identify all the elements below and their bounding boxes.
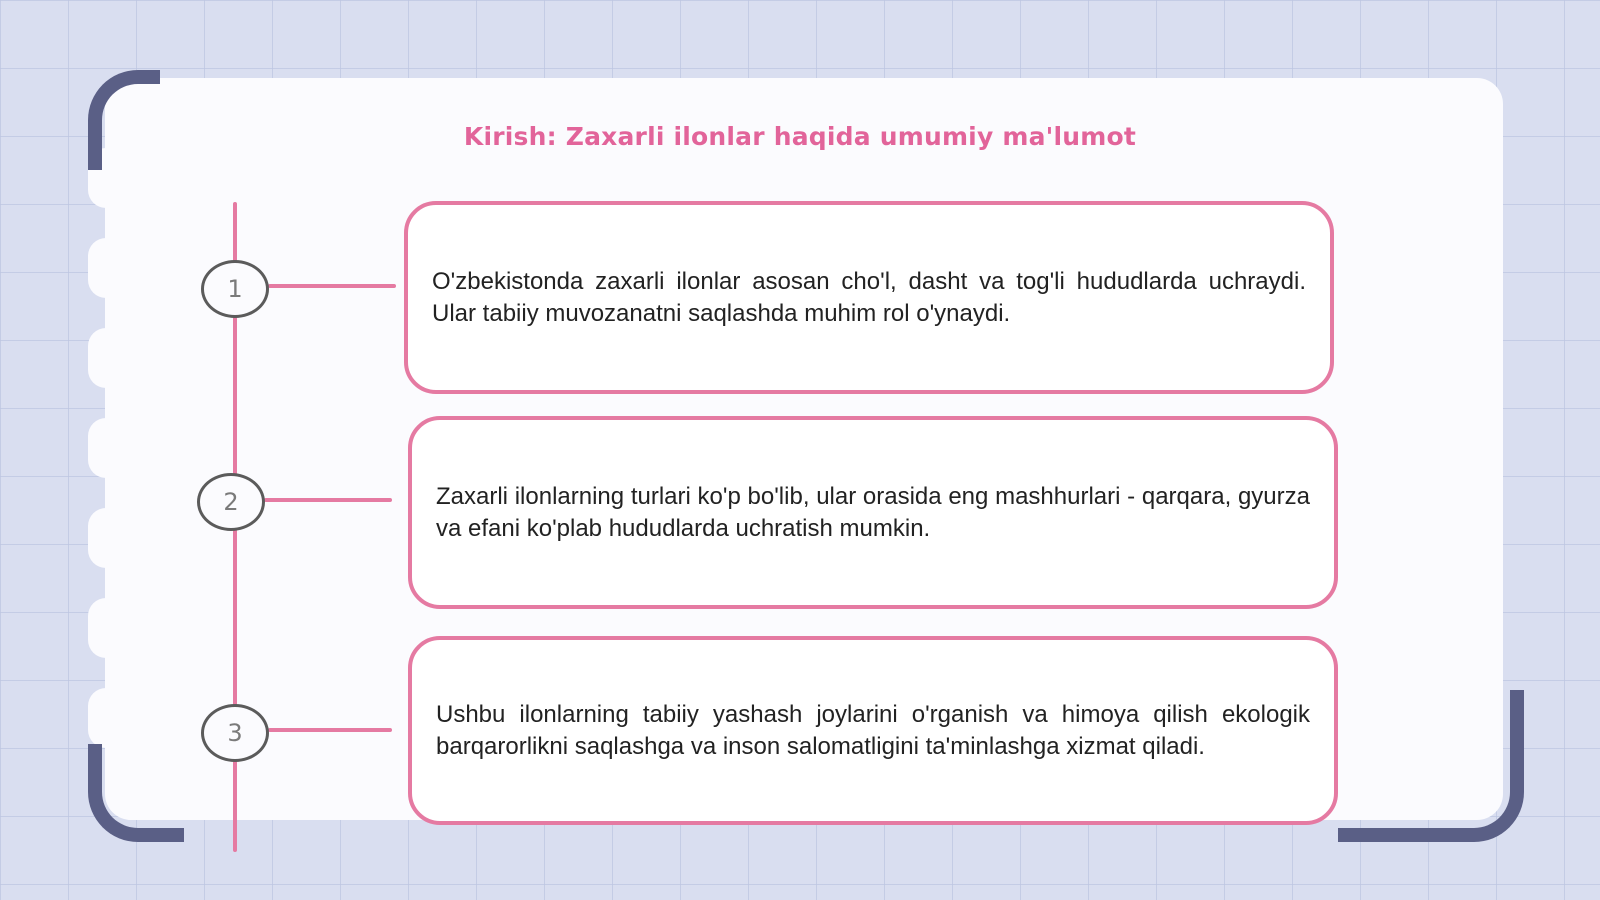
step-2-card	[408, 416, 1338, 609]
step-1-connector	[268, 284, 396, 288]
card-scallop	[88, 418, 124, 478]
step-3-card	[408, 636, 1338, 825]
card-scallop	[88, 238, 124, 298]
card-scallop	[88, 328, 124, 388]
card-scallop	[88, 688, 124, 748]
slide-title: Kirish: Zaxarli ilonlar haqida umumiy ma'lumot	[463, 122, 1137, 151]
step-2-text: Zaxarli ilonlarning turlari ko'p bo'lib, ular orasida eng mashhurlari - qarqara, gyurza va efani ko'plab hududlarda uchratish mumkin.	[436, 482, 1310, 542]
frame-corner-bottom-left	[88, 744, 184, 842]
step-1-card	[404, 201, 1334, 394]
step-2-connector	[264, 498, 392, 502]
card-scallop	[88, 598, 124, 658]
step-3-text: Ushbu ilonlarning tabiiy yashash joylarini o'rganish va himoya qilish ekologik barqarorlikni saqlashga va inson salomatligini ta'minlashga xizmat qiladi.	[436, 700, 1310, 760]
step-1-number: 1	[201, 260, 269, 318]
frame-corner-bottom-right	[1338, 690, 1524, 842]
card-scallop	[88, 508, 124, 568]
step-1-text: O'zbekistonda zaxarli ilonlar asosan cho'l, dasht va tog'li hududlarda uchraydi. Ular tabiiy muvozanatni saqlashda muhim rol o'ynaydi.	[432, 267, 1306, 327]
frame-corner-top-left	[88, 70, 160, 170]
step-3-connector	[268, 728, 392, 732]
step-3-number: 3	[201, 704, 269, 762]
step-2-number: 2	[197, 473, 265, 531]
